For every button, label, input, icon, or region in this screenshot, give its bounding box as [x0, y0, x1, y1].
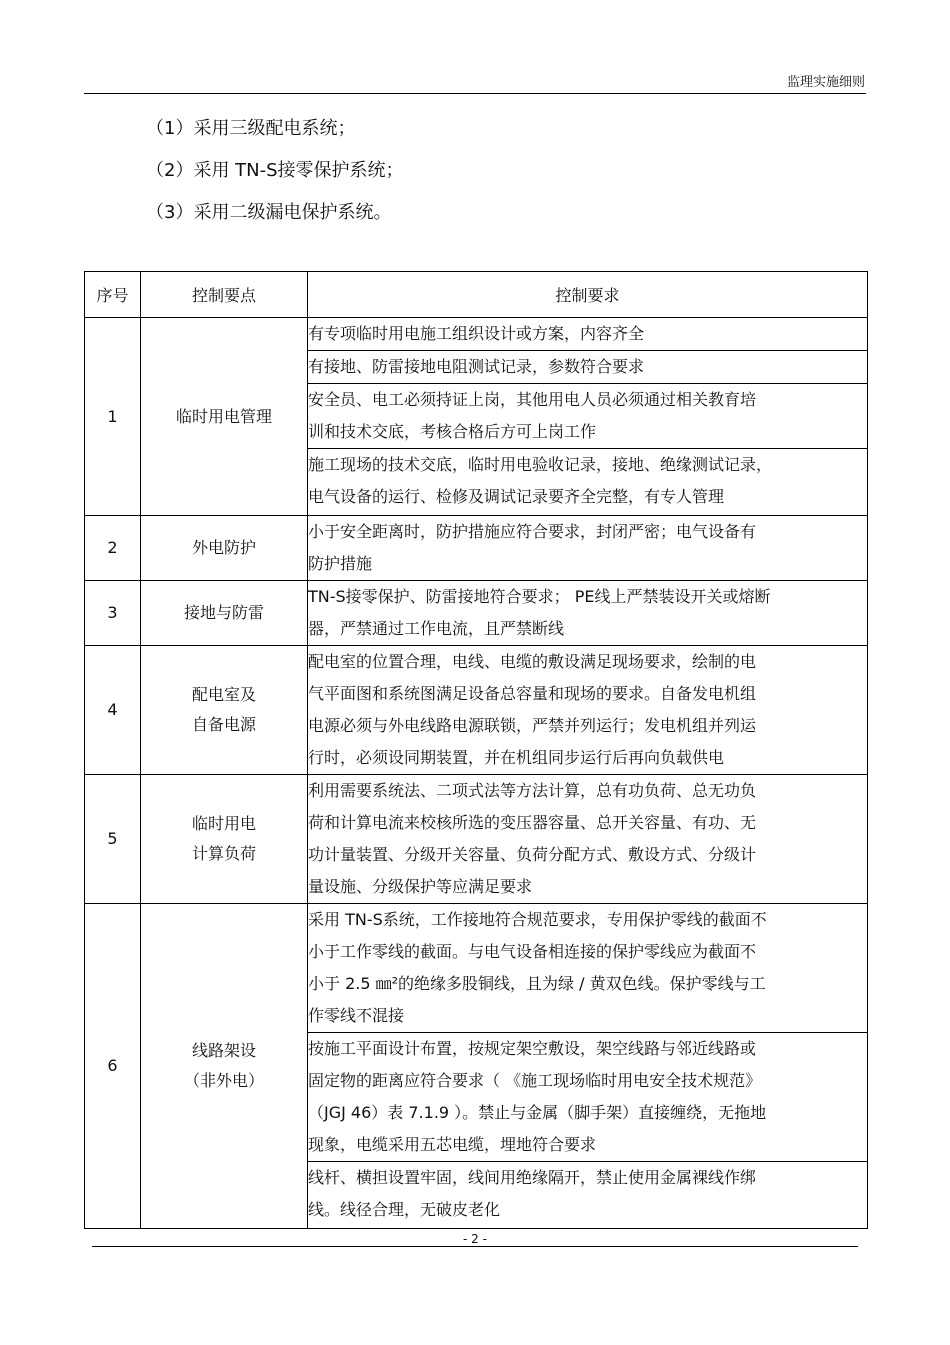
- table-row: [85, 581, 868, 646]
- row-seq: 1: [85, 318, 141, 516]
- requirement-line: TN-S接零保护、防雷接地符合要求； PE线上严禁装设开关或熔断: [308, 587, 771, 606]
- control-point-text: 配电室及 自备电源: [191, 685, 256, 734]
- requirement-line: 利用需要系统法、二项式法等方法计算，总有功负荷、总无功负: [308, 781, 757, 800]
- requirement-line: 线。线径合理，无破皮老化: [308, 1200, 501, 1219]
- requirement-line: 配电室的位置合理，电线、电缆的敷设满足现场要求，绘制的电: [308, 652, 757, 671]
- header-divider: [84, 93, 866, 94]
- page-header-title: 监理实施细则: [786, 75, 865, 90]
- header-seq: 序号: [85, 272, 141, 318]
- requirement-line: 量设施、分级保护等应满足要求: [308, 877, 533, 896]
- intro-item: （1）采用三级配电系统；: [146, 118, 356, 139]
- requirement-line: 线杆、横担设置牢固，线间用绝缘隔开，禁止使用金属裸线作绑: [308, 1168, 757, 1187]
- control-point-text: 线路架设 （非外电）: [183, 1041, 264, 1090]
- control-point-text: 临时用电管理: [175, 406, 272, 426]
- requirement-line: 安全员、电工必须持证上岗，其他用电人员必须通过相关教育培: [308, 390, 757, 409]
- row-control-point: [141, 904, 308, 1229]
- control-point-text: 临时用电 计算负荷: [191, 814, 256, 863]
- row-control-point: [141, 516, 308, 581]
- table-row: [85, 904, 868, 1033]
- requirement-line: 器，严禁通过工作电流，且严禁断线: [308, 619, 565, 638]
- requirement-line: 功计量装置、分级开关容量、负荷分配方式、敷设方式、分级计: [308, 845, 757, 864]
- table-row: [85, 516, 868, 581]
- requirement-line: 采用 TN-S系统，工作接地符合规范要求，专用保护零线的截面不: [308, 910, 767, 929]
- row-control-point: [141, 646, 308, 775]
- table-row: [85, 318, 868, 351]
- requirement-line: 训和技术交底，考核合格后方可上岗工作: [308, 422, 597, 441]
- table-body: [85, 318, 868, 1229]
- requirement-line: 固定物的距离应符合要求（ 《施工现场临时用电安全技术规范》: [308, 1071, 762, 1090]
- requirement-line: 作零线不混接: [308, 1006, 405, 1025]
- requirement-line: 荷和计算电流来校核所选的变压器容量、总开关容量、有功、无: [308, 813, 757, 832]
- row-requirement: [308, 1162, 868, 1229]
- row-seq: 5: [85, 775, 141, 904]
- row-seq: 3: [85, 581, 141, 646]
- table-row: [85, 775, 868, 904]
- requirement-line: 气平面图和系统图满足设备总容量和现场的要求。自备发电机组: [308, 684, 757, 703]
- row-control-point: [141, 775, 308, 904]
- table-row: [85, 646, 868, 775]
- header-point: 控制要点: [141, 272, 308, 318]
- row-requirement: [308, 516, 868, 581]
- requirement-line: 施工现场的技术交底，临时用电验收记录，接地、绝缘测试记录，: [308, 455, 773, 474]
- requirement-line: 小于工作零线的截面。与电气设备相连接的保护零线应为截面不: [308, 942, 757, 961]
- requirement-line: 小于 2.5 ㎜²的绝缘多股铜线，且为绿 / 黄双色线。保护零线与工: [308, 974, 766, 993]
- control-point-text: 外电防护: [191, 538, 256, 557]
- row-seq: 4: [85, 646, 141, 775]
- row-seq: 2: [85, 516, 141, 581]
- intro-list: [146, 114, 404, 240]
- intro-item: （3）采用二级漏电保护系统。: [146, 202, 392, 223]
- row-requirement: [308, 384, 868, 449]
- table-header-row: [85, 272, 868, 318]
- row-requirement: [308, 775, 868, 904]
- row-requirement: [308, 449, 868, 516]
- page-number: - 2 -: [463, 1232, 487, 1246]
- control-point-text: 接地与防雷: [183, 603, 264, 622]
- footer-divider: [92, 1246, 858, 1247]
- control-requirements-table: [84, 271, 868, 1229]
- requirement-line: （JGJ 46）表 7.1.9 ）。禁止与金属（脚手架）直接缠绕，无拖地: [308, 1103, 767, 1122]
- requirement-line: 电源必须与外电线路电源联锁，严禁并列运行；发电机组并列运: [308, 716, 757, 735]
- intro-item: （2）采用 TN-S接零保护系统；: [146, 160, 404, 181]
- requirement-line: 有专项临时用电施工组织设计或方案，内容齐全: [308, 324, 645, 343]
- requirement-line: 现象，电缆采用五芯电缆，埋地符合要求: [308, 1135, 597, 1154]
- row-seq: 6: [85, 904, 141, 1229]
- requirement-line: 小于安全距离时，防护措施应符合要求，封闭严密；电气设备有: [308, 522, 757, 541]
- requirement-line: 防护措施: [308, 554, 373, 573]
- requirement-line: 行时，必须设同期装置，并在机组同步运行后再向负载供电: [308, 748, 725, 767]
- row-requirement: [308, 351, 868, 384]
- requirement-line: 按施工平面设计布置，按规定架空敷设，架空线路与邻近线路或: [308, 1039, 757, 1058]
- row-control-point: [141, 318, 308, 516]
- row-requirement: [308, 318, 868, 351]
- requirement-line: 电气设备的运行、检修及调试记录要齐全完整，有专人管理: [308, 487, 725, 506]
- row-requirement: [308, 646, 868, 775]
- row-control-point: [141, 581, 308, 646]
- header-requirement: 控制要求: [308, 272, 868, 318]
- requirement-line: 有接地、防雷接地电阻测试记录，参数符合要求: [308, 357, 645, 376]
- row-requirement: [308, 1033, 868, 1162]
- row-requirement: [308, 904, 868, 1033]
- row-requirement: [308, 581, 868, 646]
